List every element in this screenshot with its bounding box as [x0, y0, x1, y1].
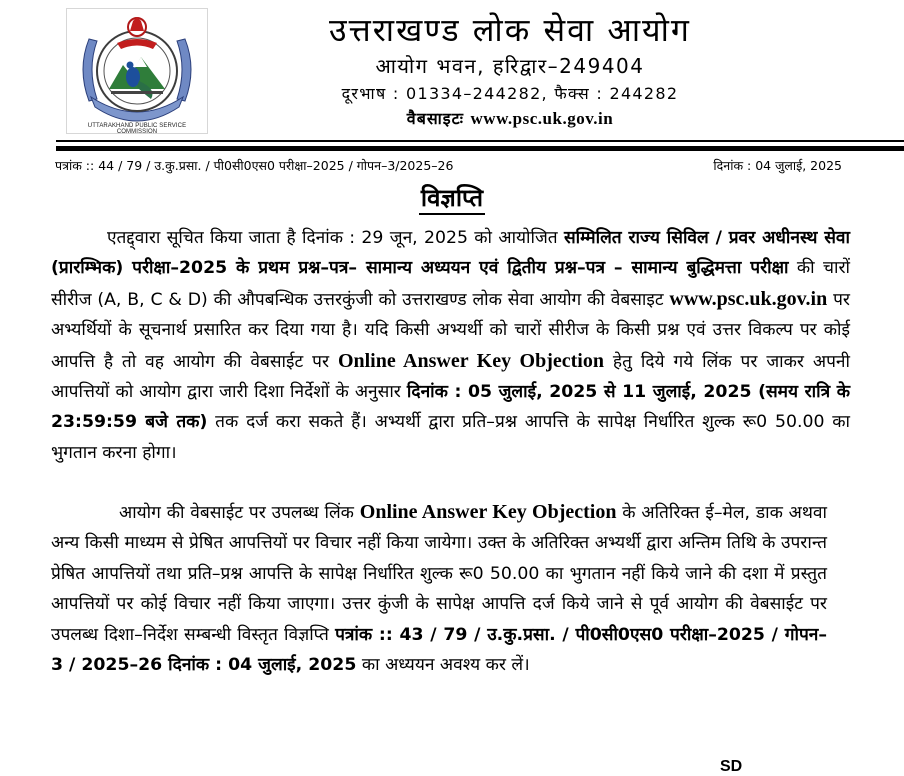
notice-heading: [0, 181, 904, 214]
notice-paragraph-1: [51, 223, 850, 468]
paragraph-1-text: [51, 228, 850, 463]
para1-segment: दिनांक : 05 जुलाई, 2025 से 11 जुलाई, 2025 (समय रात्रि के 23:59:59 बजे तक): [51, 382, 850, 433]
logo-caption: UTTARAKHAND PUBLIC SERVICE COMMISSION: [87, 123, 187, 135]
commission-address: आयोग भवन, हरिद्वार–249404: [375, 54, 645, 78]
reference-number: पत्रांक :: 44 / 79 / उ.कु.प्रसा. / पी0सी0एस0 परीक्षा–2025 / गोपन–3/2025–26: [55, 158, 454, 173]
para1-segment: Online Answer Key Objection: [337, 349, 604, 372]
para1-segment: पर अभ्यर्थियों के सूचनार्थ प्रसारित कर दिया गया है। यदि किसी अभ्यर्थी को चारों सीरीज के किसी प्रश्न एवं उत्तर विकल्प पर कोई आपत्ति है तो वह आयोग की वेबसाईट पर: [51, 289, 850, 372]
reference-date: दिनांक : 04 जुलाई, 2025: [713, 158, 842, 173]
commission-logo: [66, 8, 208, 134]
commission-phone: दूरभाष : 01334–244282, फैक्स : 244282: [341, 84, 679, 103]
para1-segment: तक दर्ज करा सकते हैं। अभ्यर्थी द्वारा प्रति–प्रश्न आपत्ति के सापेक्ष निर्धारित शुल्क रू0 50.00 का भुगतान करना होगा।: [51, 412, 850, 463]
notice-paragraph-2: [51, 497, 827, 680]
para2-segment: Online Answer Key Objection: [359, 501, 617, 523]
emblem-icon: [67, 9, 207, 133]
para1-segment: सम्मिलित राज्य सिविल / प्रवर अधीनस्थ सेवा (प्रारम्भिक) परीक्षा–2025 के प्रथम प्रश्न–पत्र– सामान्य अध्ययन एवं द्वितीय प्रश्न–पत्र – सामान्य बुद्धिमत्ता परीक्षा: [51, 228, 850, 279]
header-rule-thin: [56, 140, 904, 142]
signature-mark: SD: [720, 758, 743, 775]
para1-segment: www.psc.uk.gov.in: [669, 287, 828, 310]
notice-heading-text: विज्ञप्ति: [419, 184, 485, 215]
website-label: वैबसाइटः: [406, 109, 464, 128]
commission-website: [230, 107, 790, 129]
para1-segment: की चारों सीरीज (A, B, C & D) की औपबन्धिक उत्तरकुंजी को उत्तराखण्ड लोक सेवा आयोग की वेबसाइट: [51, 258, 850, 310]
para2-segment: आयोग की वेबसाईट पर उपलब्ध लिंक: [119, 503, 360, 523]
para2-segment: का अध्ययन अवश्य कर लें।: [356, 655, 530, 676]
header-rule-thick: [56, 146, 904, 151]
para2-segment: के अतिरिक्त ई–मेल, डाक अथवा अन्य किसी माध्यम से प्रेषित आपत्तियों पर विचार नहीं किया जायेगा। उक्त के अतिरिक्त अभ्यर्थी द्वारा अन्तिम तिथि के उपरान्त प्रेषित आपत्तियों तथा प्रति–प्रश्न आपत्ति के सापेक्ष निर्धारित शुल्क रू0 50.00 का भुगतान नहीं किये जाने की दशा में प्रस्तुत आपत्तियों पर कोई विचार नहीं किया जाएगा। उत्तर कुंजी के सापेक्ष आपत्ति दर्ज किये जाने से पूर्व आयोग की वेबसाईट पर उपलब्ध दिशा–निर्देश सम्बन्धी विस्तृत विज्ञप्ति: [51, 503, 827, 645]
para1-segment: हेतु दिये गये लिंक पर जाकर अपनी आपत्तियों को आयोग द्वारा जारी दिशा निर्देशों के अनुसार: [51, 351, 850, 403]
para1-segment: एतद्द्वारा सूचित किया जाता है दिनांक : 29 जून, 2025 को आयोजित: [107, 228, 564, 248]
website-link[interactable]: www.psc.uk.gov.in: [470, 109, 614, 128]
paragraph-2-text: [51, 503, 827, 675]
para2-segment: पत्रांक :: 43 / 79 / उ.कु.प्रसा. / पी0सी0एस0 परीक्षा–2025 / गोपन–3 / 2025–26 दिनांक : 04 जुलाई, 2025: [51, 624, 827, 676]
commission-title: उत्तराखण्ड लोक सेवा आयोग: [329, 11, 691, 49]
